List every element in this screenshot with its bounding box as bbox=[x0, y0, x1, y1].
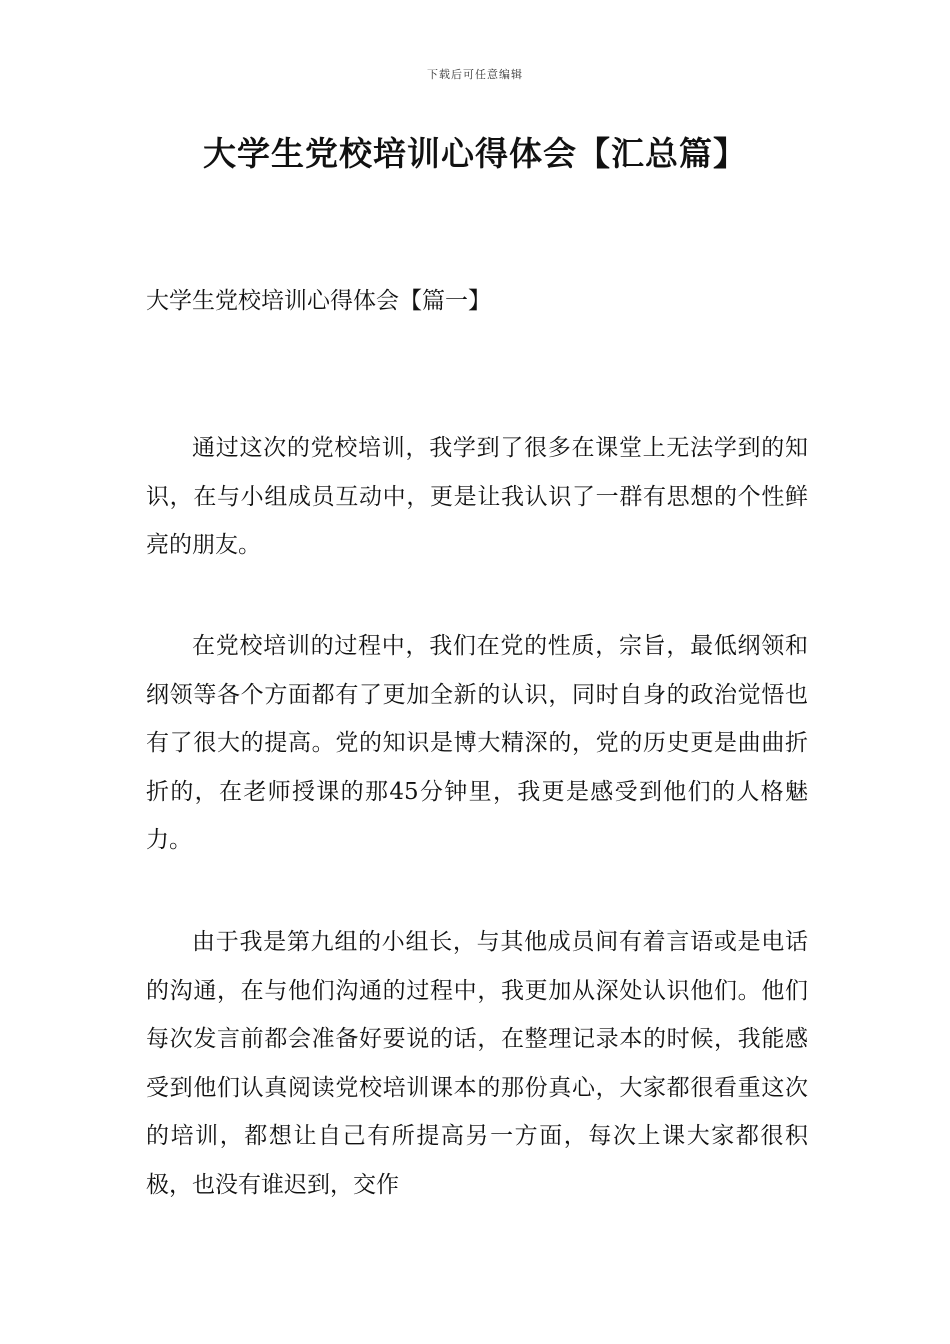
paragraph-3: 由于我是第九组的小组长，与其他成员间有着言语或是电话的沟通，在与他们沟通的过程中，我更加从深处认识他们。他们每次发言前都会准备好要说的话，在整理记录本的时候，我能感受到他们认真阅读党校培训课本的那份真心，大家都很看重这次的培训，都想让自己有所提高另一方面，每次上课大家都很积极，也没有谁迟到，交作 bbox=[146, 929, 808, 1198]
document-title: 大学生党校培训心得体会【汇总篇】 bbox=[203, 134, 747, 173]
paragraph-2: 在党校培训的过程中，我们在党的性质，宗旨，最低纲领和纲领等各个方面都有了更加全新的认识，同时自身的政治觉悟也有了很大的提高。党的知识是博大精深的，党的历史更是曲曲折折的，在老师授课的那45分钟里，我更是感受到他们的人格魅力。 bbox=[146, 633, 808, 853]
paragraph-1: 通过这次的党校培训，我学到了很多在课堂上无法学到的知识，在与小组成员互动中，更是让我认识了一群有思想的个性鲜亮的朋友。 bbox=[146, 435, 808, 558]
header-note: 下载后可任意编辑 bbox=[427, 68, 523, 81]
section-title: 大学生党校培训心得体会【篇一】 bbox=[146, 288, 491, 314]
